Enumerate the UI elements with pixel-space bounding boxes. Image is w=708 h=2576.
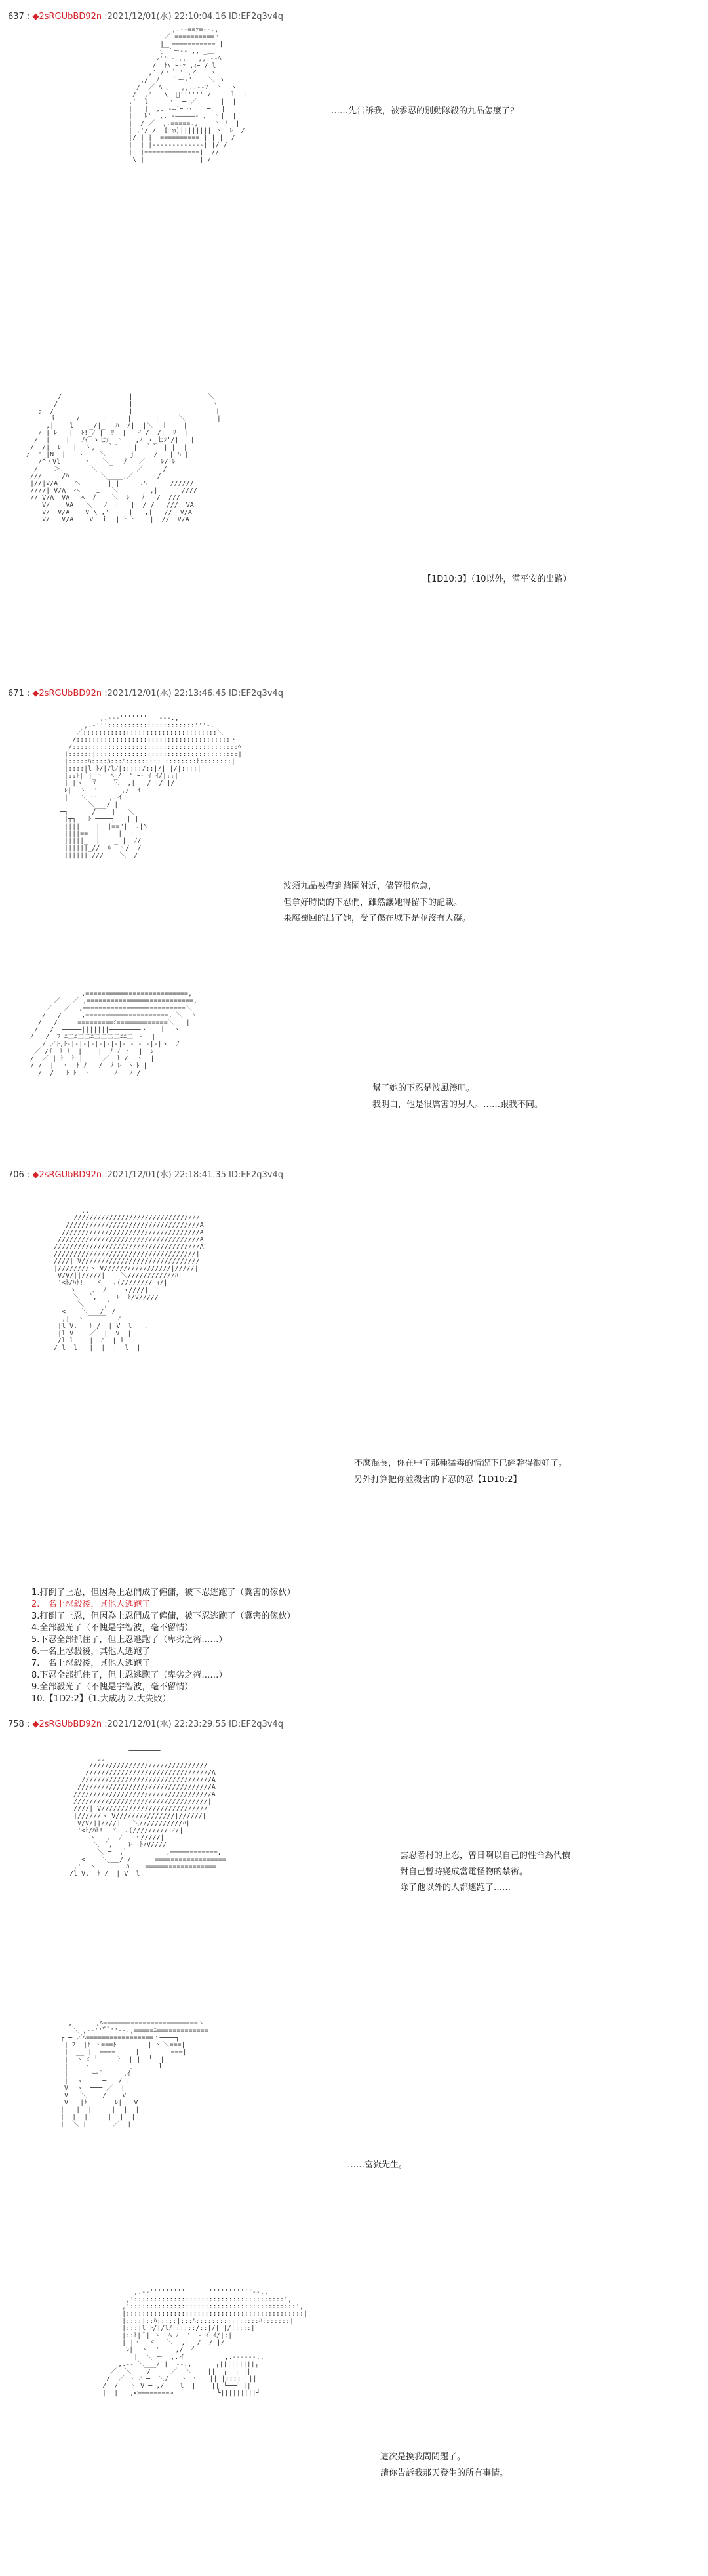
post-meta: :2021/12/01(水) 22:18:41.35 ID:EF2q3v4q <box>104 1170 283 1180</box>
dice-roll-line: 【1D10:3】（10以外，滿平安的出路） <box>423 574 572 584</box>
choice-item: 9.全部殺光了（不愧是宇智波，毫不留情） <box>31 1682 193 1692</box>
poster-name[interactable]: ◆2sRGUbBD92n <box>32 1170 102 1180</box>
dialog-line: 另外打算把你並殺害的下忍的忍【1D10:2】 <box>354 1474 522 1485</box>
ascii-art-figure-6: ──────── ,, ////////////////////////////// ////////////////////////////////A /////////////////////////////////A //////////////////////////////////A ///////////////////////////////////A //////////////////////////////////| ////| V/////////////////////////// |//////ヽ V///////////////|//////| V/V/||////| ＼///////////ﾊ| '<ﾄ/ﾊﾄ! ヾ ､(///////// ｨ/| ヽ ､ ﾉ ヽ/////| ＼ ﾞ, ﾚ ﾄ/V//// ＼ ─ ,ﾞ ,============, < ＼___/ / ================== ,' ヽ ￣ ﾊ ================== /l V. ﾄ / | V l <box>69 1748 226 1878</box>
dialog-line: 但拿好時間的下忍們，雖然讓她得留下的記載。 <box>283 897 463 908</box>
dialog-line: 除了他以外的人都逃跑了…… <box>400 1883 511 1893</box>
dialog-line: 幫了她的下忍是波風湊吧。 <box>372 1083 475 1093</box>
dialog-line: 請你告訴我那天發生的所有事情。 <box>380 2468 509 2478</box>
ascii-art-figure-2: / | ＼ / | ヽ ; / | | ｉ / | | | ＼ | ,| l _/|_＿ ﾊ /| |＼ ｜ | / | ﾚ | ﾄ!_ﾉ | ﾘ || ｲ / /| ﾘ | / | | ﾉ{ ゝ七ｧ' ヽ ,ﾉ ゝ_七ｼ'/| | / /| ﾚ | ヽ,_ ｀´ | ｀´ | | | / ' |N | ヽ ＼ j / | ﾊ | /^ヽVl ヽ ＼_＿ ﾉ ／ ﾚ/ ﾚ / ＞、 ＼ ／ / /// /ﾊ ＼____,／ / |//|V/A ヘ | | .ﾊ ////// ////| V/A ヘ i| ＼ | ,| //// // V/A VA ﾍ ﾉ ＼ ﾚ ﾉ / /// V/ VA ＼ ﾉ | | / / /// VA V/ V/A V \ ,' | | ,| // V/A V/ V/A V ｉ | ﾄ ﾄ | | // V/A <box>26 393 221 523</box>
dialog-box-706 <box>354 1456 567 1488</box>
ascii-art-figure-3: ,.-‐‐''''''''''‐‐-., ,.-'''::::::::::::::::::::::'''-. ／::::::::::::::::::::::::::::::::::＼ /:::::::::::::::::::::::::::::::::::::::ヽ /::::::::::::::::::::::::::::::::::::::::::ﾍ |::::::|::::::::::::::::::::::::::::::::::::| |:::::ﾊ::::ﾊ:::ﾊ:::::::::|::::::::ﾄ::::::::| |::::|l ﾄ/|/lﾉ|:::::/::|/| |/|::::| |::ﾄ| ﾞ|_ヽ ﾍ_ﾉ ' ｰ- ｲ ｲ/|::| | |ヽ ヾ ＼ ,| / |/ |/ ﾚ| ヽ ' ,/ ｲ | ＼ ー ,.イ ＼___/ | ─┐ / | ＼ |┬┐ ﾄ ────┐ | | |||| | |=="| .|ﾍ ||||== | ｜ | | | |||||_ | ｜_ | ﾉ/ ||||||_// ﾙ ヽ/ / |||||| /// ＼ / <box>60 715 242 859</box>
choice-item-selected: 2.一名上忍殺後，其他人逃跑了 <box>31 1600 151 1609</box>
dice-choice-list <box>31 1587 295 1705</box>
choice-item: 3.打倒了上忍，但因為上忍們成了僱傭，被下忍逃跑了（冀害的傢伙） <box>31 1611 296 1621</box>
dialog-box-758-c <box>380 2449 508 2482</box>
dialog-line: 不麼混長，你在中了那種猛毒的情況下已經幹得很好了。 <box>354 1459 568 1468</box>
post-header-758: 758 : ◆2sRGUbBD92n :2021/12/01(水) 22:23:29.55 ID:EF2q3v4q <box>8 1720 283 1729</box>
post-header-637: 637 : ◆2sRGUbBD92n :2021/12/01(水) 22:10:04.16 ID:EF2q3v4q <box>8 12 283 22</box>
post-meta: :2021/12/01(水) 22:23:29.55 ID:EF2q3v4q <box>104 1720 283 1729</box>
dialog-box-637 <box>331 104 519 120</box>
choice-item: 8.下忍全部抓住了，但上忍逃跑了（卑劣之術……） <box>31 1670 227 1680</box>
dialog-box-758-b <box>347 2158 407 2174</box>
ascii-art-figure-5: ───── ,, //////////////////////////////// //////////////////////////////////A ///////////////////////////////////A ////////////////////////////////////A /////////////////////////////////////A ////////////////////////////////////| ////| V////////////////////////////// |////////ヽ V/////////////////|/////| V/V/||/////| ＼////////////ﾊ| '<ﾄ/ﾊﾄ! ヾ ､(//////// ｨ/| ヽ ､ ﾉ ヽ////| ＼ ﾞ, ﾚ ﾄ/V///// ＼ ─ ,ﾞ < ＼___/ / ,| ヽ ￣ ﾊ |l V. ﾄ / | V l . |l V ／ | V | /l l | ﾊ | l | / l l | | | l | <box>54 1200 204 1352</box>
post-meta: :2021/12/01(水) 22:10:04.16 ID:EF2q3v4q <box>104 12 283 22</box>
dialog-box-671 <box>283 879 471 927</box>
choice-item: 7.一名上忍殺後，其他人逃跑了 <box>31 1659 151 1668</box>
dialog-line: 這次是換我問問題了。 <box>380 2452 466 2462</box>
dialog-line: 我明白，他是很厲害的男人。……跟我不同。 <box>372 1099 543 1110</box>
dialog-line: 果腐蜀回的出了她，受了傷在城下是並沒有大礙。 <box>283 914 471 924</box>
dialog-box-637-roll <box>423 572 572 588</box>
dialog-line: ……富嶽先生。 <box>347 2160 408 2170</box>
ascii-art-figure-7: ─, ,ﾍ========================ヽ ＼ ,-‐'''ﾞﾞ''‐-.,=====ﾆ============= ┌ ─ ／ﾍ=================ヽ────┐ | ﾌ |ﾄ ヽ===ﾄ | ﾄ ＼===| | __ | ==== | | | ===| | ヽ ﾐ ┘ ﾄ | | ┘ | | ヽ ｣ ｌ | ー ﾞ ,ｲ | ヽ ─ / | V ヽ ─── ／ | V ＼____/ V V |ﾄ ﾚ| V | | | | | | | | | | | | | ＼ | ｜ ／ | <box>60 2020 208 2128</box>
dialog-line: 對自己暫時變成當電怪物的禁術。 <box>400 1866 528 1877</box>
poster-name[interactable]: ◆2sRGUbBD92n <box>32 1720 102 1729</box>
ascii-art-figure-8: ,.-‐''''''''''''''''''''''''''‐-., ,'::::::::::::::::::::::::::::::::::::::', ,'::::::::::::::::::::::::::::::::::::::::::', |:::::::::::::::::::::::::::::::::::::::::::::| |::::|::ﾊ:::::|:::ﾊ::::::::::|:::::ﾊ:::::::| |:::|l ﾄ/|/lﾉ|:::::/::|/| |/|::::| |::ﾄ| ﾞ|_ヽ ﾍ_ﾉ ' ｰ- ｲ ｲ/|:| | |ヽ ヾ ＼ ,| / |/ |/ ﾚ| ヽ ' ,/ ｲ | ＼ ー ,.イ ,.-‐‐‐‐-., ,.-‐ ＼___/ |─ ‐-., ┌|||||||||┐ ／ ＼ ─ / ─ ／ ＼ || ┌──┐ || / ／ ヽ ﾊ ─ ＼/ ヽ ヽ || |::::| || / / ヽ V ─ ,/ l | || └──┘ || | | ,<========> | | └|||||||||┘ <box>102 2289 308 2397</box>
post-number: 706 <box>8 1170 24 1180</box>
post-number: 671 <box>8 689 24 698</box>
post-header-706: 706 : ◆2sRGUbBD92n :2021/12/01(水) 22:18:41.35 ID:EF2q3v4q <box>8 1170 283 1180</box>
choice-item: 4.全部殺光了（不愧是宇智波，毫不留情） <box>31 1623 193 1633</box>
post-number: 758 <box>8 1720 24 1729</box>
choice-item: 6.一名上忍殺後，其他人逃跑了 <box>31 1647 151 1657</box>
dialog-line: 波須九品被帶到踏圍附近，儘管很危急， <box>283 881 437 891</box>
poster-name[interactable]: ◆2sRGUbBD92n <box>32 12 102 22</box>
choice-item: 10.【1D2:2】（1.大成功 2.大失敗） <box>31 1694 171 1704</box>
post-header-671: 671 : ◆2sRGUbBD92n :2021/12/01(水) 22:13:46.45 ID:EF2q3v4q <box>8 689 283 698</box>
dialog-box-671-b <box>372 1081 543 1113</box>
post-number: 637 <box>8 12 24 22</box>
ascii-art-figure-1: ,.-‐==ｧ=‐-., ／ ==========ヽ | =========== | ｛￣`ー‐- ,, _＿| ﾚ''ｰ- ,,_ _,,.-‐ﾍ / ﾄ\ ｰ-ｧ ,ｨｰ / l ,′ /ヽ ﾞ ' ,イ ヽ ,/ ﾉ ｀ー‐' ＼ ヽ / ／ ﾍ ､___,,..-‐ﾌ ヽ ヽ / ,' \ ﾞ'''''' / l | ,' l ヽ ─ ／ | | | | ,. -―`ｰ ⌒ '´ ─、 | | | ﾚ' ,. -―――――- ､ ヽ| | | / ／ _,.=====.,_ ヽ ﾉ | | ,'/ / [_◎]|||||||| ヽ ﾚ / |/ | | ========== | | | / | | |-------------| |/ / | |==============| // \ |______________| / <box>128 26 247 163</box>
poster-name[interactable]: ◆2sRGUbBD92n <box>32 689 102 698</box>
dialog-line: 雲忍者村的上忍，曾日啊以自己的性命為代價 <box>400 1851 571 1861</box>
dialog-line: ……先告訴我，被雲忍的別動隊殺的九品怎麼了？ <box>331 106 519 116</box>
choice-item: 5.下忍全部抓住了，但上忍逃跑了（卑劣之術……） <box>31 1635 227 1645</box>
dialog-box-758 <box>400 1848 570 1897</box>
ascii-art-figure-4: ,==========================, ／ ／ ,===========================, ／ ／ ,==========================＼ / / ,=====================, ＼ ヽ / / =========ﾐ=============＼ | / / ─────|||||||────────ヽ ｜ ヽ ﾉ / ﾌ ﾆ二ﾆ二二ﾆ二二二二ﾆﾆ二 ヽ | / ／ﾄ,ﾄ-|-|-|-|-|-|-|-|-|-|-|-|ヽ ﾉ ／ /ｲ ﾄ ﾄ | | ﾉ ﾉ ヽ | ﾚ / ／ | ﾄ ﾄ | ／ ﾄ / ヽ | / / | ヽ ﾄ ﾉ / ﾉ ﾚ ﾄ ﾄ | / / ﾄ ﾄ ヽ ﾉ ﾉ / <box>30 990 197 1077</box>
choice-item: 1.打倒了上忍，但因為上忍們成了僱傭，被下忍逃跑了（冀害的傢伙） <box>31 1588 296 1598</box>
post-meta: :2021/12/01(水) 22:13:46.45 ID:EF2q3v4q <box>104 689 283 698</box>
